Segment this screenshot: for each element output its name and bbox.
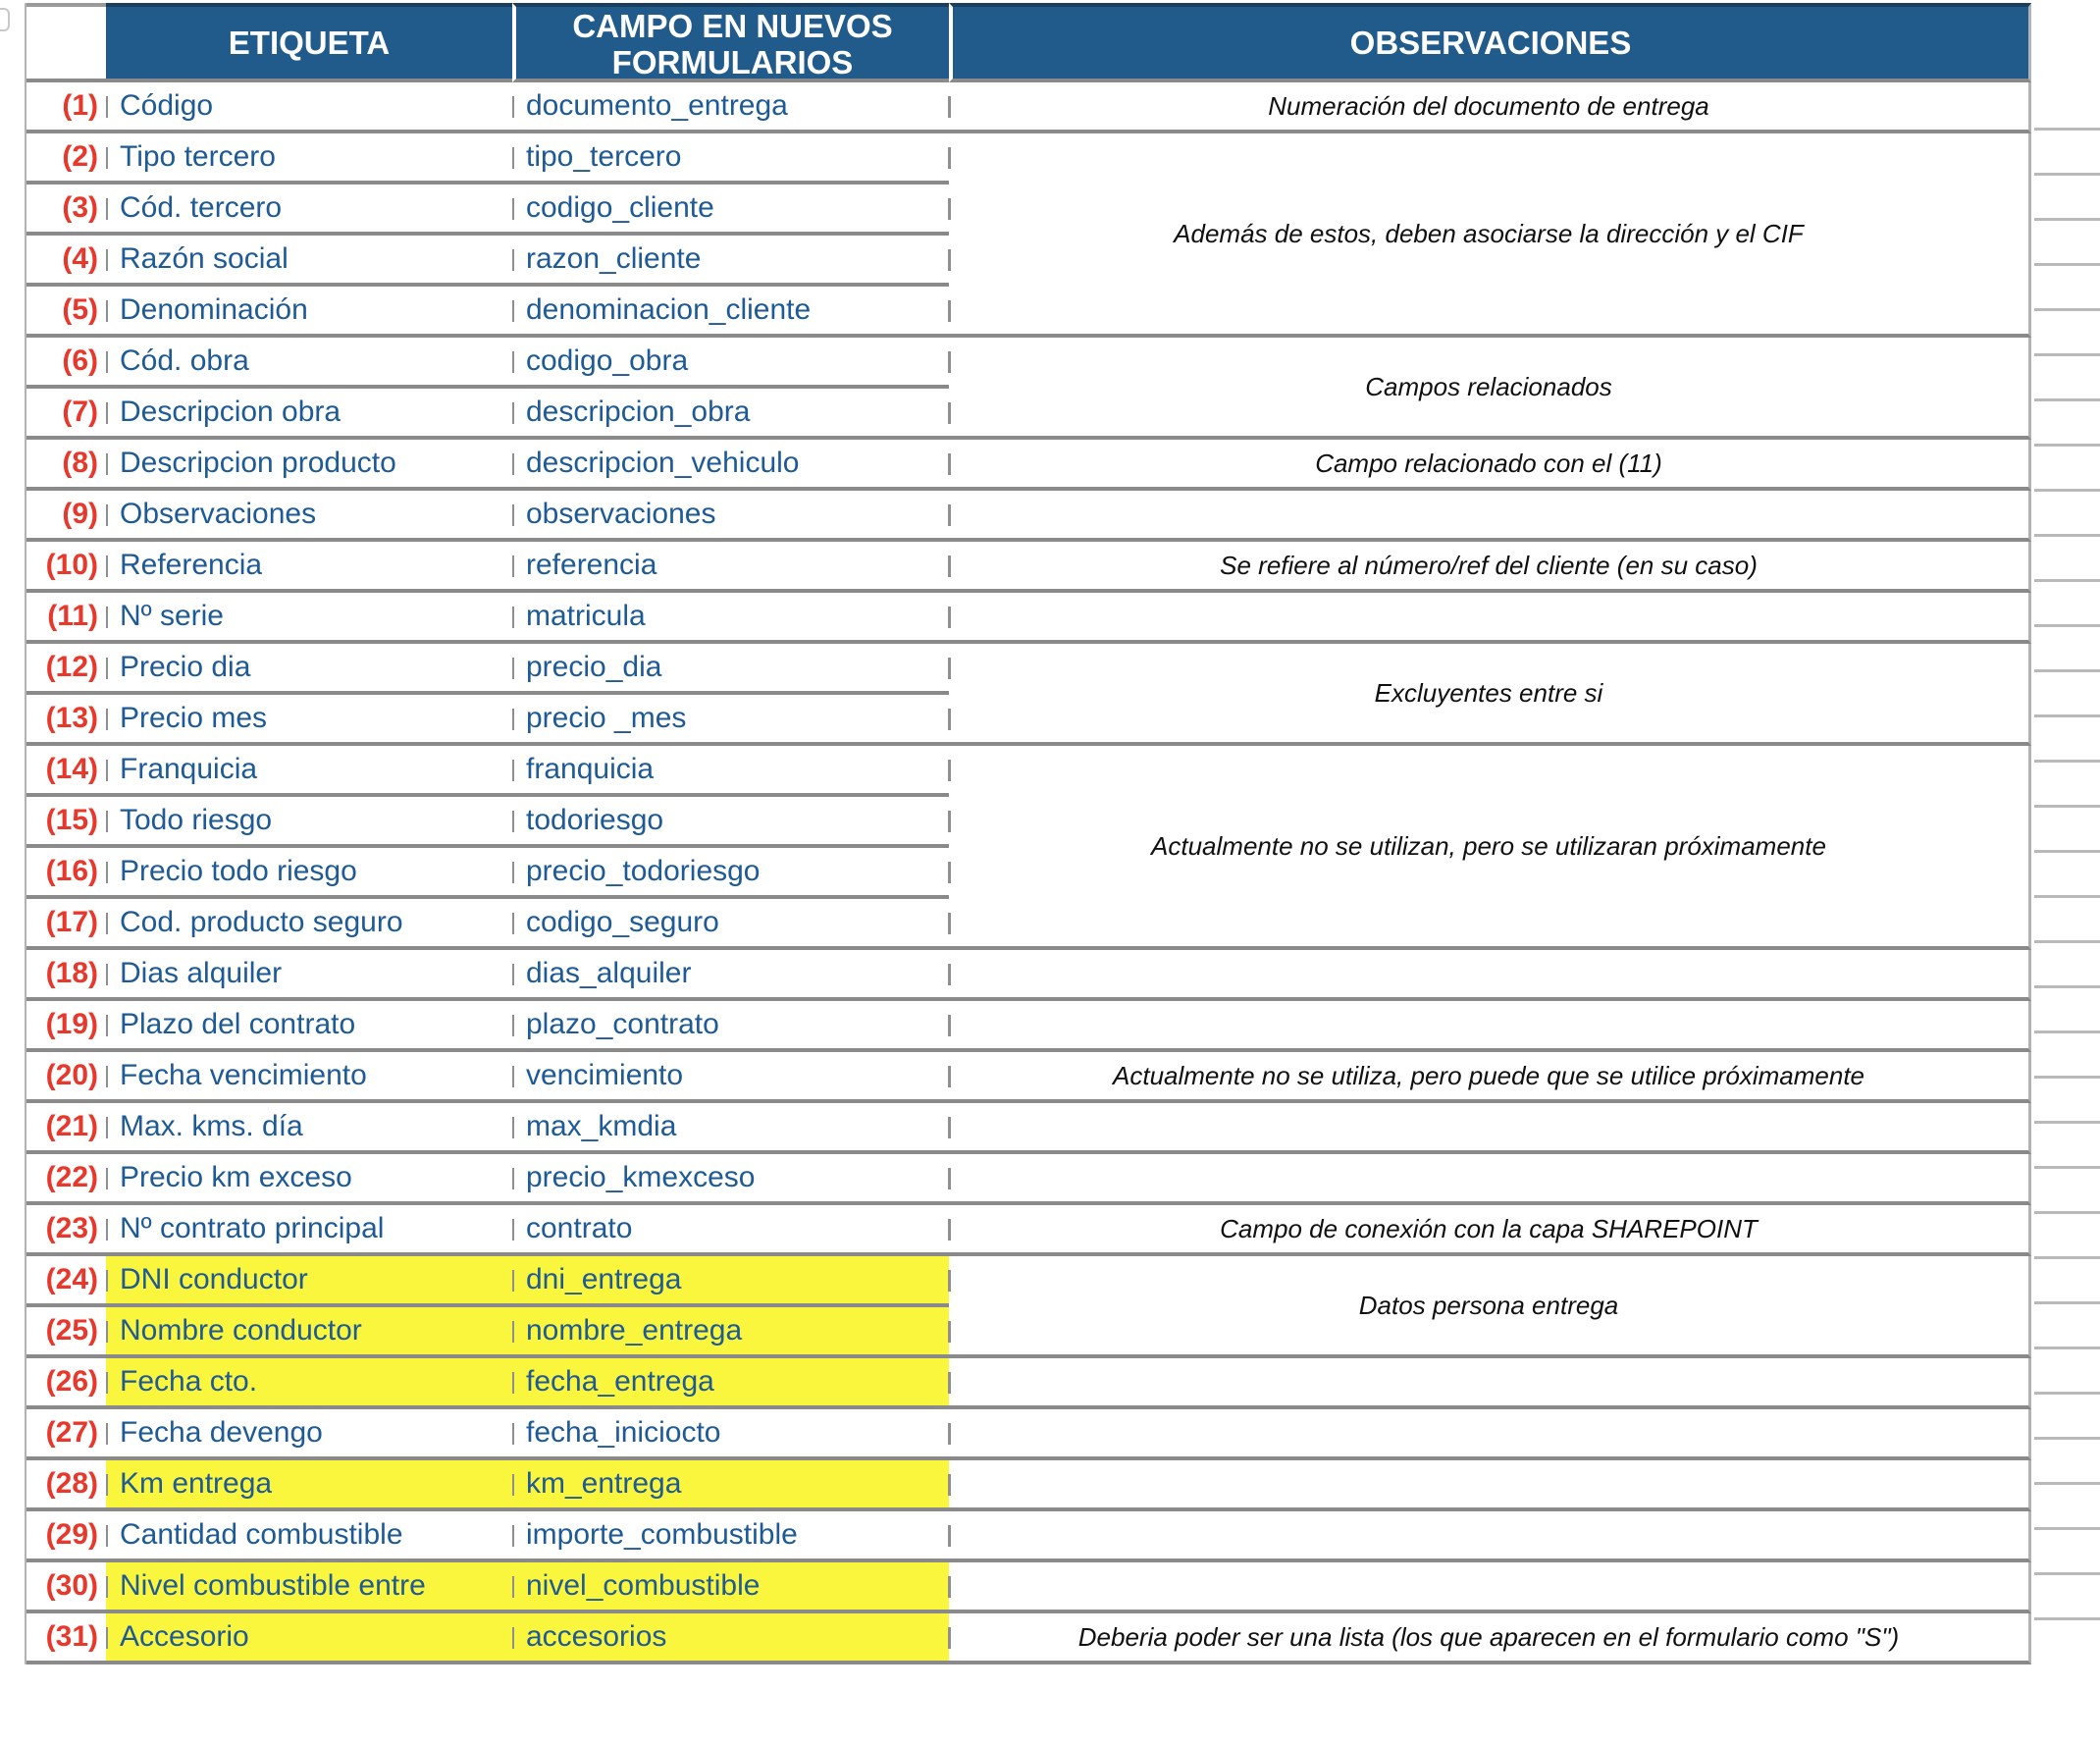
row-number-cell[interactable]: (18)	[26, 950, 106, 1001]
campo-cell[interactable]: observaciones	[512, 491, 949, 542]
campo-cell[interactable]: razon_cliente	[512, 236, 949, 287]
campo-cell[interactable]: documento_entrega	[512, 82, 949, 133]
etiqueta-cell[interactable]: Km entrega	[106, 1460, 512, 1511]
observation-cell[interactable]: Campo de conexión con la capa SHAREPOINT	[949, 1205, 2031, 1256]
campo-cell[interactable]: codigo_obra	[512, 338, 949, 389]
row-number-cell[interactable]: (8)	[26, 440, 106, 491]
row-number-cell[interactable]: (6)	[26, 338, 106, 389]
row-number-cell[interactable]: (9)	[26, 491, 106, 542]
campo-cell[interactable]: fecha_iniciocto	[512, 1409, 949, 1460]
etiqueta-cell[interactable]: Razón social	[106, 236, 512, 287]
etiqueta-cell[interactable]: Nivel combustible entre	[106, 1562, 512, 1613]
campo-cell[interactable]: franquicia	[512, 746, 949, 797]
row-number-cell[interactable]: (2)	[26, 133, 106, 185]
corner-header-cell[interactable]	[26, 3, 106, 82]
etiqueta-cell[interactable]: Nombre conductor	[106, 1307, 512, 1358]
campo-cell[interactable]: fecha_entrega	[512, 1358, 949, 1409]
row-number-cell[interactable]: (14)	[26, 746, 106, 797]
row-number-cell[interactable]: (13)	[26, 695, 106, 746]
campo-cell[interactable]: codigo_seguro	[512, 899, 949, 950]
row-number-cell[interactable]: (1)	[26, 82, 106, 133]
row-number-cell[interactable]: (3)	[26, 185, 106, 236]
row-number-cell[interactable]: (7)	[26, 389, 106, 440]
campo-cell[interactable]: matricula	[512, 593, 949, 644]
etiqueta-cell[interactable]: Nº contrato principal	[106, 1205, 512, 1256]
etiqueta-cell[interactable]: Precio km exceso	[106, 1154, 512, 1205]
observation-cell[interactable]: Numeración del documento de entrega	[949, 82, 2031, 133]
row-number-cell[interactable]: (4)	[26, 236, 106, 287]
etiqueta-cell[interactable]: Observaciones	[106, 491, 512, 542]
campo-cell[interactable]: precio_kmexceso	[512, 1154, 949, 1205]
etiqueta-cell[interactable]: Cód. obra	[106, 338, 512, 389]
etiqueta-cell[interactable]: Fecha vencimiento	[106, 1052, 512, 1103]
observation-cell[interactable]	[949, 1562, 2031, 1613]
campo-cell[interactable]: descripcion_vehiculo	[512, 440, 949, 491]
observation-cell[interactable]: Excluyentes entre si	[949, 644, 2031, 746]
campo-cell[interactable]: precio_todoriesgo	[512, 848, 949, 899]
etiqueta-cell[interactable]: Plazo del contrato	[106, 1001, 512, 1052]
observation-cell[interactable]	[949, 491, 2031, 542]
etiqueta-cell[interactable]: Referencia	[106, 542, 512, 593]
observation-cell[interactable]: Campo relacionado con el (11)	[949, 440, 2031, 491]
campo-cell[interactable]: contrato	[512, 1205, 949, 1256]
row-number-cell[interactable]: (26)	[26, 1358, 106, 1409]
campo-cell[interactable]: precio_dia	[512, 644, 949, 695]
row-number-cell[interactable]: (17)	[26, 899, 106, 950]
campo-cell[interactable]: dni_entrega	[512, 1256, 949, 1307]
row-number-cell[interactable]: (21)	[26, 1103, 106, 1154]
etiqueta-cell[interactable]: Fecha devengo	[106, 1409, 512, 1460]
observation-cell[interactable]	[949, 950, 2031, 1001]
campo-cell[interactable]: codigo_cliente	[512, 185, 949, 236]
observation-cell[interactable]	[949, 1511, 2031, 1562]
row-number-cell[interactable]: (23)	[26, 1205, 106, 1256]
field-mapping-table	[25, 3, 2031, 1664]
etiqueta-cell[interactable]: Descripcion producto	[106, 440, 512, 491]
etiqueta-cell[interactable]: Cod. producto seguro	[106, 899, 512, 950]
etiqueta-cell[interactable]: DNI conductor	[106, 1256, 512, 1307]
campo-cell[interactable]: nombre_entrega	[512, 1307, 949, 1358]
observation-cell[interactable]	[949, 593, 2031, 644]
column-header-campo[interactable]: CAMPO EN NUEVOS FORMULARIOS	[512, 3, 949, 82]
etiqueta-cell[interactable]: Descripcion obra	[106, 389, 512, 440]
etiqueta-cell[interactable]: Cantidad combustible	[106, 1511, 512, 1562]
campo-cell[interactable]: denominacion_cliente	[512, 287, 949, 338]
etiqueta-cell[interactable]: Código	[106, 82, 512, 133]
campo-cell[interactable]: descripcion_obra	[512, 389, 949, 440]
column-header-observaciones[interactable]: OBSERVACIONES	[949, 3, 2031, 82]
row-number-cell[interactable]: (30)	[26, 1562, 106, 1613]
row-number-cell[interactable]: (12)	[26, 644, 106, 695]
row-number-cell[interactable]: (10)	[26, 542, 106, 593]
etiqueta-cell[interactable]: Max. kms. día	[106, 1103, 512, 1154]
etiqueta-cell[interactable]: Precio mes	[106, 695, 512, 746]
column-header-etiqueta[interactable]: ETIQUETA	[106, 3, 512, 82]
observation-cell[interactable]	[949, 1001, 2031, 1052]
etiqueta-cell[interactable]: Denominación	[106, 287, 512, 338]
etiqueta-cell[interactable]: Precio dia	[106, 644, 512, 695]
row-number-cell[interactable]: (31)	[26, 1613, 106, 1664]
campo-cell[interactable]: tipo_tercero	[512, 133, 949, 185]
campo-cell[interactable]: km_entrega	[512, 1460, 949, 1511]
observation-cell[interactable]	[949, 1460, 2031, 1511]
etiqueta-cell[interactable]: Fecha cto.	[106, 1358, 512, 1409]
observation-cell[interactable]	[949, 1103, 2031, 1154]
adjacent-empty-column	[2034, 85, 2100, 1634]
row-number-cell[interactable]: (28)	[26, 1460, 106, 1511]
row-number-cell[interactable]: (20)	[26, 1052, 106, 1103]
row-number-cell[interactable]: (22)	[26, 1154, 106, 1205]
campo-cell[interactable]: todoriesgo	[512, 797, 949, 848]
etiqueta-cell[interactable]: Franquicia	[106, 746, 512, 797]
row-number-cell[interactable]: (19)	[26, 1001, 106, 1052]
etiqueta-cell[interactable]: Nº serie	[106, 593, 512, 644]
etiqueta-cell[interactable]: Dias alquiler	[106, 950, 512, 1001]
row-number-cell[interactable]: (11)	[26, 593, 106, 644]
row-number-cell[interactable]: (15)	[26, 797, 106, 848]
row-number-cell[interactable]: (25)	[26, 1307, 106, 1358]
campo-cell[interactable]: dias_alquiler	[512, 950, 949, 1001]
row-number-cell[interactable]: (5)	[26, 287, 106, 338]
observation-cell[interactable]: Campos relacionados	[949, 338, 2031, 440]
observation-cell[interactable]	[949, 1154, 2031, 1205]
campo-cell[interactable]: accesorios	[512, 1613, 949, 1664]
row-number-cell[interactable]: (24)	[26, 1256, 106, 1307]
campo-cell[interactable]: nivel_combustible	[512, 1562, 949, 1613]
row-number-cell[interactable]: (16)	[26, 848, 106, 899]
campo-cell[interactable]: precio _mes	[512, 695, 949, 746]
etiqueta-cell[interactable]: Accesorio	[106, 1613, 512, 1664]
observation-cell[interactable]: Además de estos, deben asociarse la dirección y el CIF	[949, 133, 2031, 338]
observation-cell[interactable]: Datos persona entrega	[949, 1256, 2031, 1358]
campo-cell[interactable]: vencimiento	[512, 1052, 949, 1103]
observation-cell[interactable]: Se refiere al número/ref del cliente (en su caso)	[949, 542, 2031, 593]
scrollbar-fragment[interactable]	[0, 8, 10, 31]
etiqueta-cell[interactable]: Cód. tercero	[106, 185, 512, 236]
campo-cell[interactable]: importe_combustible	[512, 1511, 949, 1562]
etiqueta-cell[interactable]: Todo riesgo	[106, 797, 512, 848]
observation-cell[interactable]: Actualmente no se utiliza, pero puede que se utilice próximamente	[949, 1052, 2031, 1103]
etiqueta-cell[interactable]: Tipo tercero	[106, 133, 512, 185]
observation-cell[interactable]	[949, 1358, 2031, 1409]
observation-cell[interactable]: Actualmente no se utilizan, pero se utilizaran próximamente	[949, 746, 2031, 950]
row-number-cell[interactable]: (29)	[26, 1511, 106, 1562]
campo-cell[interactable]: plazo_contrato	[512, 1001, 949, 1052]
observation-cell[interactable]	[949, 1409, 2031, 1460]
campo-cell[interactable]: referencia	[512, 542, 949, 593]
etiqueta-cell[interactable]: Precio todo riesgo	[106, 848, 512, 899]
campo-cell[interactable]: max_kmdia	[512, 1103, 949, 1154]
row-number-cell[interactable]: (27)	[26, 1409, 106, 1460]
observation-cell[interactable]: Deberia poder ser una lista (los que aparecen en el formulario como "S")	[949, 1613, 2031, 1664]
